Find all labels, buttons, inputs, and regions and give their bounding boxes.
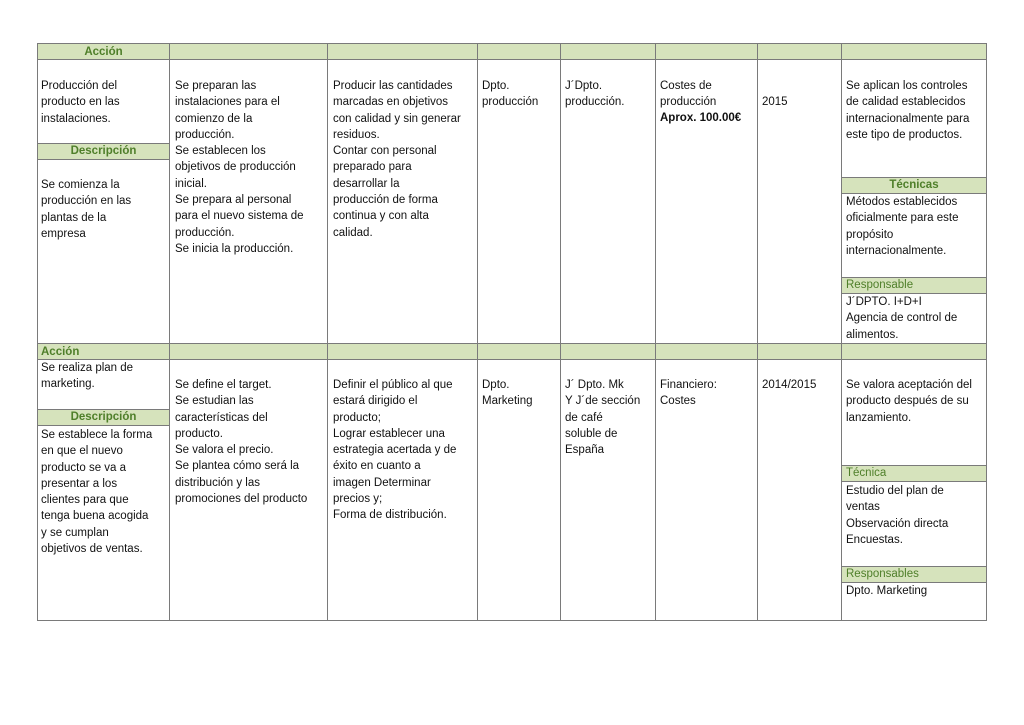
responsable-label: Responsable	[842, 277, 986, 294]
col-line	[327, 44, 328, 620]
objetivos-text: Producir las cantidades marcadas en objetivos con calidad y sin generar residuos. Contar con personal preparado para desarrollar la producción de forma continua y con alta calidad.	[333, 80, 461, 239]
responsable-text: J´Dpto. producción.	[565, 80, 625, 109]
row2-header-band	[38, 344, 986, 360]
tecnicas-text: Métodos establecidos oficialmente para este propósito internacionalmente.	[846, 196, 959, 257]
col-line	[477, 44, 478, 620]
descripcion-text: Se establece la forma en que el nuevo producto se va a presentar a los clientes para que tenga buena acogida y se cumplan objetivos de ventas.	[41, 429, 153, 556]
descripcion-label: Descripción	[38, 143, 169, 160]
col-line	[169, 44, 170, 620]
tecnicas-label: Técnicas	[842, 177, 986, 194]
control-text: Se valora aceptación del producto después de su lanzamiento.	[846, 379, 972, 424]
col-line	[841, 44, 842, 620]
accion-text: Se realiza plan de marketing.	[41, 362, 134, 391]
costes-amount: Aprox. 100.00€	[660, 112, 742, 124]
descripcion-label: Descripción	[38, 409, 169, 426]
objetivos-text: Definir el público al que estará dirigido el producto; Lograr establecer una estrategia acertada y de éxito en cuanto a imagen Determinar precios y; Forma de distribución.	[333, 379, 457, 522]
accion-header: Acción	[41, 346, 80, 358]
col-line	[560, 44, 561, 620]
responsable-text: J´ Dpto. Mk Y J´de sección de café soluble de España	[565, 379, 641, 457]
fecha-text: 2014/2015	[762, 379, 817, 391]
departamento-text: Dpto. Marketing	[482, 379, 533, 408]
tecnica-text: Estudio del plan de ventas Observación directa Encuestas.	[846, 485, 949, 546]
responsables-label: Responsables	[842, 566, 986, 583]
tecnica-label: Técnica	[842, 465, 986, 482]
row-divider	[38, 343, 986, 344]
departamento-text: Dpto. producción	[482, 80, 539, 109]
control-text: Se aplican los controles de calidad establecidos internacionalmente para este tipo de productos.	[846, 80, 970, 141]
responsables-text: Dpto. Marketing	[846, 585, 928, 597]
fecha-text: 2015	[762, 96, 788, 108]
accion-header: Acción	[84, 46, 123, 58]
col-line	[655, 44, 656, 620]
actividades-text: Se preparan las instalaciones para el comienzo de la producción. Se establecen los objetivos de producción inicial. Se prepara al personal para el nuevo sistema de producción. Se inicia la producción.	[175, 80, 304, 255]
costes-text: Costes de producción	[660, 80, 717, 109]
accion-text: Producción del producto en las instalaciones.	[41, 80, 120, 125]
col-line	[757, 44, 758, 620]
action-plan-table	[37, 43, 987, 621]
actividades-text: Se define el target. Se estudian las características del producto. Se valora el precio. Se plantea cómo será la distribución y las promociones del producto	[175, 379, 308, 506]
row1-header-band	[38, 44, 986, 60]
responsable-detail: J´DPTO. I+D+I Agencia de control de alimentos.	[846, 296, 958, 341]
costes-text: Financiero: Costes	[660, 379, 717, 408]
descripcion-text: Se comienza la producción en las plantas de la empresa	[41, 179, 132, 240]
